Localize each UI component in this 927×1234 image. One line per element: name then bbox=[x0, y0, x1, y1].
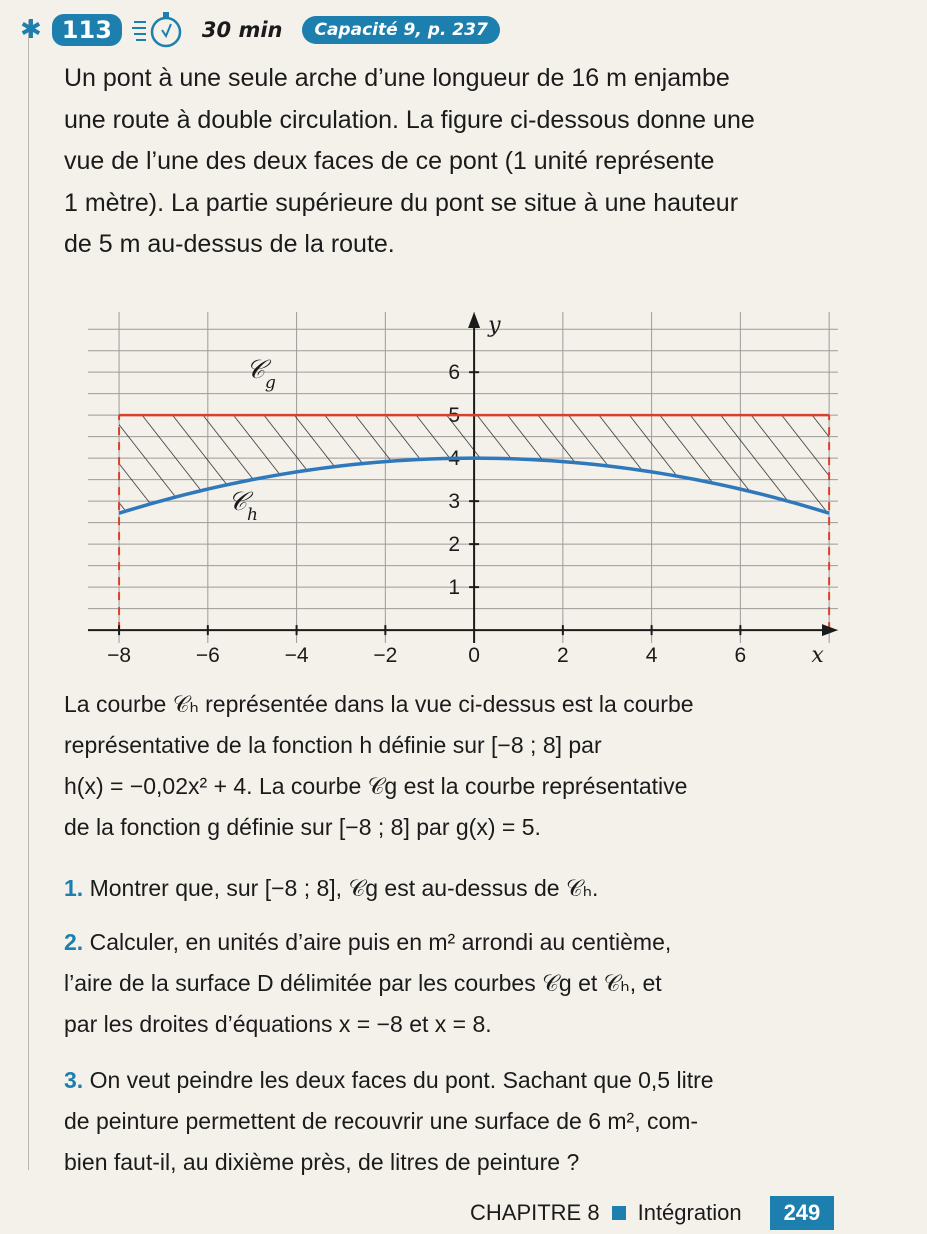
question-number: 1. bbox=[64, 875, 84, 901]
capacite-badge[interactable]: Capacité 9, p. 237 bbox=[302, 16, 499, 44]
page-number: 249 bbox=[770, 1196, 835, 1230]
x-tick-label: −8 bbox=[107, 644, 132, 668]
y-tick-label: 1 bbox=[448, 576, 461, 600]
y-axis-label: y bbox=[488, 313, 501, 338]
intro-line: une route à double circulation. La figure ci-dessous donne une bbox=[64, 105, 755, 134]
x-tick-label: 2 bbox=[557, 644, 569, 668]
question-1 bbox=[64, 868, 886, 909]
axis-ticks bbox=[107, 361, 746, 667]
duration: 30 min bbox=[201, 18, 283, 42]
section-marker-icon bbox=[612, 1206, 626, 1220]
x-tick-label: −4 bbox=[284, 644, 309, 668]
y-tick-label: 5 bbox=[448, 404, 461, 428]
curve-h-label: 𝒞$_h$ bbox=[228, 487, 258, 525]
question-2 bbox=[64, 922, 886, 1045]
page-footer bbox=[470, 1196, 834, 1230]
exercise-number: 113 bbox=[52, 14, 122, 46]
y-tick-label: 4 bbox=[448, 447, 461, 471]
intro-line: Un pont à une seule arche d’une longueur de 16 m enjambe bbox=[64, 64, 730, 92]
intro-line: de 5 m au-dessus de la route. bbox=[64, 230, 395, 258]
definition-line: h(x) = −0,02x² + 4. La courbe 𝒞g est la courbe représentative bbox=[64, 773, 688, 799]
question-line: 1. Montrer que, sur [−8 ; 8], 𝒞g est au-dessus de 𝒞ₕ. bbox=[64, 875, 599, 901]
definition-line: représentative de la fonction h définie sur [−8 ; 8] par bbox=[64, 732, 602, 758]
x-tick-label: 0 bbox=[468, 644, 480, 668]
y-tick-label: 3 bbox=[448, 490, 461, 514]
question-line: 2. Calculer, en unités d’aire puis en m² arrondi au centième, bbox=[64, 929, 672, 955]
definition-line: La courbe 𝒞ₕ représentée dans la vue ci-dessus est la courbe bbox=[64, 691, 694, 717]
difficulty-star-icon: ✱ bbox=[20, 15, 42, 45]
intro-line: 1 mètre). La partie supérieure du pont se situe à une hauteur bbox=[64, 188, 739, 217]
section-label: Intégration bbox=[637, 1200, 742, 1225]
question-number: 2. bbox=[64, 929, 84, 955]
curve-g-label: 𝒞$_g$ bbox=[246, 355, 276, 393]
question-line: l’aire de la surface D délimitée par les courbes 𝒞g et 𝒞ₕ, et bbox=[64, 970, 662, 996]
question-number: 3. bbox=[64, 1067, 84, 1093]
question-line: 3. On veut peindre les deux faces du pont. Sachant que 0,5 litre bbox=[64, 1067, 714, 1093]
x-axis-label: x bbox=[811, 643, 824, 669]
x-tick-label: −6 bbox=[195, 644, 220, 668]
y-tick-label: 2 bbox=[448, 533, 461, 557]
question-line: par les droites d’équations x = −8 et x = 8. bbox=[64, 1011, 492, 1037]
question-line: de peinture permettent de recouvrir une surface de 6 m², com- bbox=[64, 1108, 699, 1134]
chapter-label: CHAPITRE 8 bbox=[470, 1200, 600, 1225]
intro-line: vue de l’une des deux faces de ce pont (1 unité représente bbox=[64, 147, 715, 175]
question-line: bien faut-il, au dixième près, de litres de peinture ? bbox=[64, 1149, 580, 1175]
question-3 bbox=[64, 1060, 886, 1183]
y-tick-label: 6 bbox=[448, 361, 461, 385]
x-tick-label: 6 bbox=[734, 644, 747, 668]
function-definitions bbox=[64, 684, 886, 848]
x-tick-label: −2 bbox=[373, 644, 398, 668]
x-tick-label: 4 bbox=[645, 644, 658, 668]
y-axis-arrow-icon bbox=[468, 312, 480, 328]
definition-line: de la fonction g définie sur [−8 ; 8] par g(x) = 5. bbox=[64, 814, 541, 840]
